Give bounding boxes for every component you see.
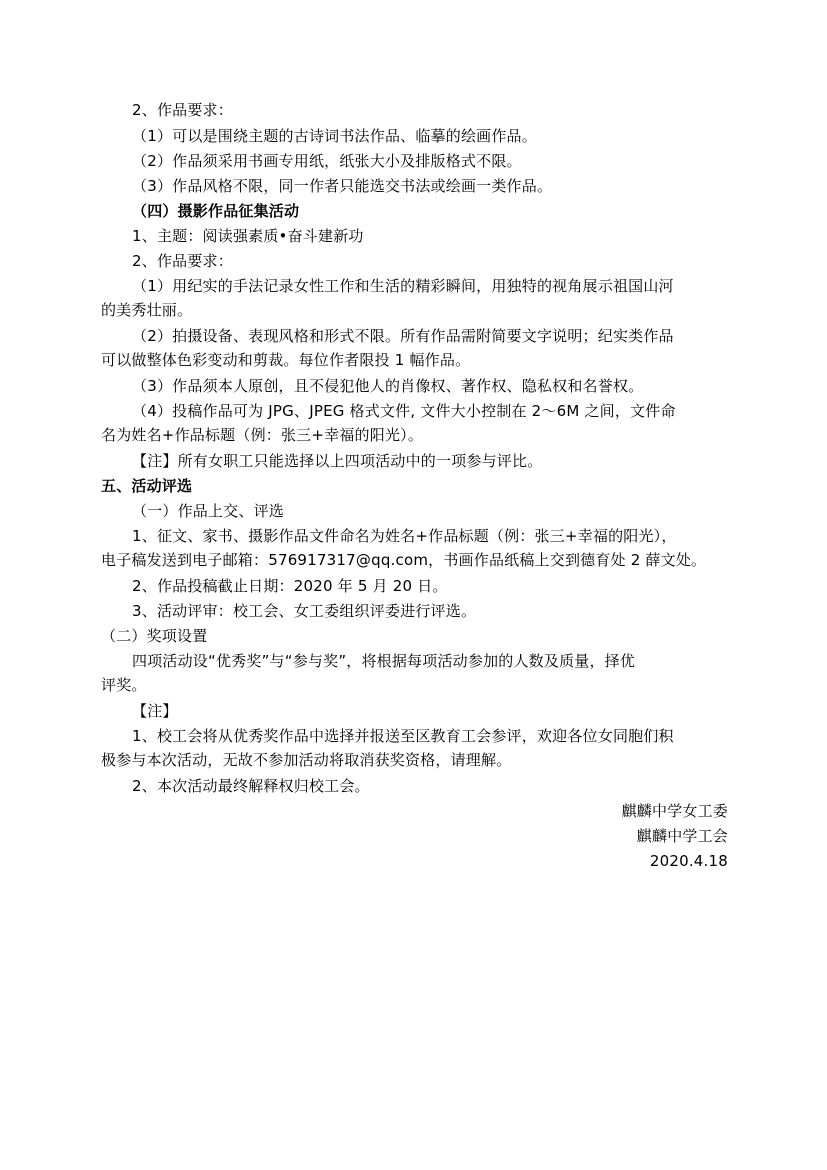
photography-requirement-2-line2: 可以做整体色彩变动和剪裁。每位作者限投 1 幅作品。 [101,351,471,369]
photography-theme: 1、主题：阅读强素质•奋斗建新功 [132,227,364,245]
note-one-activity: 【注】所有女职工只能选择以上四项活动中的一项参与评比。 [132,452,543,470]
submission-deadline: 2、作品投稿截止日期：2020 年 5 月 20 日。 [132,577,448,595]
signature-womens-committee: 麒麟中学女工委 [621,802,728,820]
awards-description-line1: 四项活动设“优秀奖”与“参与奖”，将根据每项活动参加的人数及质量，择优 [132,652,636,670]
subsection-heading-submission: （一）作品上交、评选 [132,502,285,520]
section-item-requirements: 2、作品要求： [132,101,233,119]
note-item-1-line2: 极参与本次活动，无故不参加活动将取消获奖资格，请理解。 [101,751,512,769]
photography-requirement-4-line2: 名为姓名+作品标题（例：张三+幸福的阳光）。 [101,426,424,444]
signature-date: 2020.4.18 [649,852,728,870]
requirement-item-1: （1）可以是围绕主题的古诗词书法作品、临摹的绘画作品。 [132,127,537,145]
subsection-heading-awards: （二）奖项设置 [101,627,208,645]
photography-requirement-1-line1: （1）用纪实的手法记录女性工作和生活的精彩瞬间，用独特的视角展示祖国山河 [132,277,674,295]
note-heading: 【注】 [132,702,178,720]
photography-requirement-4-line1: （4）投稿作品可为 JPG、JPEG 格式文件, 文件大小控制在 2～6M 之间，文件命 [132,402,676,420]
photography-requirement-2-line1: （2）拍摄设备、表现风格和形式不限。所有作品需附简要文字说明；纪实类作品 [132,327,674,345]
note-item-2: 2、本次活动最终解释权归校工会。 [132,777,370,795]
photography-requirement-1-line2: 的美秀壮丽。 [101,301,193,319]
awards-description-line2: 评奖。 [101,676,147,694]
submission-item-1-line1: 1、征文、家书、摄影作品文件命名为姓名+作品标题（例：张三+幸福的阳光）， [132,527,677,545]
photography-requirements-heading: 2、作品要求： [132,252,233,270]
photography-requirement-3: （3）作品须本人原创，且不侵犯他人的肖像权、著作权、隐私权和名誉权。 [132,377,644,395]
evaluation-review: 3、活动评审：校工会、女工委组织评委进行评选。 [132,602,477,620]
note-item-1-line1: 1、校工会将从优秀奖作品中选择并报送至区教育工会参评，欢迎各位女同胞们积 [132,727,674,745]
section-heading-evaluation: 五、活动评选 [101,477,193,495]
requirement-item-3: （3）作品风格不限，同一作者只能选交书法或绘画一类作品。 [132,177,553,195]
requirement-item-2: （2）作品须采用书画专用纸，纸张大小及排版格式不限。 [132,152,522,170]
subsection-heading-photography: （四）摄影作品征集活动 [132,202,300,220]
submission-item-1-line2: 电子稿发送到电子邮箱：576917317@qq.com，书画作品纸稿上交到德育处 2 薛文处。 [101,551,707,569]
signature-union: 麒麟中学工会 [636,827,728,845]
